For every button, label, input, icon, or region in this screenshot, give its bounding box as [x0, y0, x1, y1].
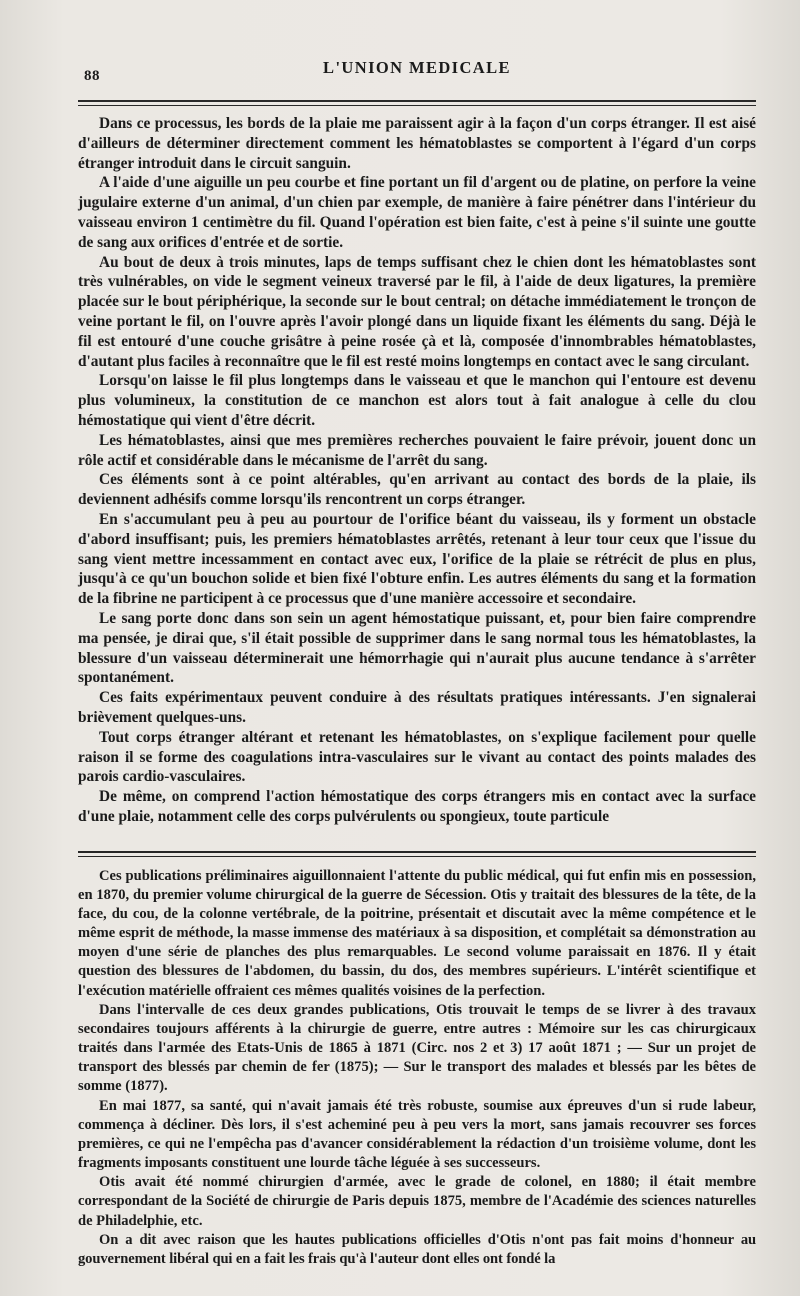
- feuilleton-paragraph: Dans l'intervalle de ces deux grandes publications, Otis trouvait le temps de se livrer à des travaux secondaires toujours afférents à la chirurgie de guerre, entre autres : Mémoire sur les cas chirurgicaux traités dans l'armée des Etats-Unis de 1865 à 1871 (Circ. nos 2 et 3) 17 août 1871 ; — Sur un projet de transport des blessés par chemin de fer (1875); — Sur le transport des malades et blessés par les bêtes de somme (1877).: [78, 1001, 756, 1095]
- separator-line: [78, 851, 756, 853]
- main-paragraph: Les hématoblastes, ainsi que mes premières recherches pouvaient le faire prévoir, jouent donc un rôle actif et considérable dans le mécanisme de l'arrêt du sang.: [78, 431, 756, 469]
- feuilleton-paragraph: Otis avait été nommé chirurgien d'armée, avec le grade de colonel, en 1880; il était membre correspondant de la Société de chirurgie de Paris depuis 1875, membre de l'Académie des sciences naturelles de Philadelphie, etc.: [78, 1174, 756, 1229]
- main-paragraph: De même, on comprend l'action hémostatique des corps étrangers mis en contact avec la surface d'une plaie, notamment celle des corps pulvérulents ou spongieux, toute particule: [78, 788, 756, 825]
- separator-line-thin: [78, 856, 756, 857]
- feuilleton-paragraph: Ces publications préliminaires aiguillonnaient l'attente du public médical, qui fut enfin mis en possession, en 1870, du premier volume chirurgical de la guerre de Sécession. Otis y traitait des blessures de la tête, de la face, du cou, de la colonne vertébrale, de la poitrine, présentait et discutait avec la même compétence et le même esprit de méthode, la masse immense des matériaux à sa disposition, et complétait sa démonstration au moyen d'une série de planches des plus remarquables. Le second volume paraissait en 1876. Il y était question des blessures de l'abdomen, du bassin, du dos, des membres supérieurs. L'intérêt scientifique et l'exécution matérielle offraient ces mêmes qualités voisines de la perfection.: [78, 867, 756, 999]
- main-paragraph: Tout corps étranger altérant et retenant les hématoblastes, on s'explique facilement pour quelle raison il se forme des coagulations intra-vasculaires sur le vivant au contact des points malades des parois cardio-vasculaires.: [78, 728, 756, 786]
- header-rule-thin: [78, 105, 756, 106]
- feuilleton-paragraph: En mai 1877, sa santé, qui n'avait jamais été très robuste, soumise aux épreuves d'un si rude labeur, commença à décliner. Dès lors, il s'est acheminé peu à peu vers la mort, sans jamais recouvrer ses forces premières, ce qui ne l'empêcha pas d'avancer considérablement la rédaction d'un troisième volume, dont les fragments imposants constituent une lourde tâche léguée à ses successeurs.: [78, 1097, 756, 1172]
- main-paragraph: Ces éléments sont à ce point altérables, qu'en arrivant au contact des bords de la plaie, ils deviennent adhésifs comme lorsqu'ils rencontrent un corps étranger.: [78, 471, 756, 509]
- feuilleton-separator: [78, 851, 756, 857]
- main-paragraph: Au bout de deux à trois minutes, laps de temps suffisant chez le chien dont les hématoblastes sont très vulnérables, on vide le segment veineux traversé par le fil, à l'aide de deux ligatures, la première placée sur le bout périphérique, la seconde sur le bout central; on détache immédiatement le tronçon de veine portant le fil, on l'ouvre après l'avoir plongé dans un liquide fixant les éléments du sang. Déjà le fil est entouré d'une couche grisâtre à peine rosée çà et là, composée d'innombrables hématoblastes, d'autant plus faciles à reconnaître que le fil est resté moins longtemps en contact avec le sang circulant.: [78, 253, 756, 370]
- main-article: [78, 114, 756, 827]
- main-paragraph: Le sang porte donc dans son sein un agent hémostatique puissant, et, pour bien faire comprendre ma pensée, je dirai que, s'il était possible de supprimer dans le sang normal tous les hématoblastes, la blessure d'un vaisseau déterminerait une hémorrhagie qui n'aurait plus aucune tendance à s'arrêter spontanément.: [78, 609, 756, 687]
- main-paragraph: Dans ce processus, les bords de la plaie me paraissent agir à la façon d'un corps étranger. Il est aisé d'ailleurs de déterminer directement comment les hématoblastes se comportent à l'égard d'un corps étranger introduit dans le circuit sanguin.: [78, 115, 756, 172]
- main-paragraph: Lorsqu'on laisse le fil plus longtemps dans le vaisseau et que le manchon qui l'entoure est devenu plus volumineux, la constitution de ce manchon est alors tout à fait analogue à celle du clou hémostatique qui vient d'être décrit.: [78, 372, 756, 429]
- page-number: 88: [84, 68, 100, 84]
- main-paragraph: En s'accumulant peu à peu au pourtour de l'orifice béant du vaisseau, ils y forment un obstacle d'abord insuffisant; puis, les premiers hématoblastes arrêtés, retenant à leur tour ceux que l'issue du sang vient mettre incessamment en contact avec eux, l'orifice de la plaie se rétrécit de plus en plus, jusqu'à ce qu'un bouchon solide et bien fixé l'obture enfin. Les autres éléments du sang et la formation de la fibrine ne participent à ce processus que d'une manière accessoire et secondaire.: [78, 510, 756, 608]
- page-header: [78, 0, 756, 88]
- main-paragraph: A l'aide d'une aiguille un peu courbe et fine portant un fil d'argent ou de platine, on perfore la veine jugulaire externe d'un animal, d'un chien par exemple, de manière à faire pénétrer dans l'intérieur du vaisseau environ 1 centimètre du fil. Quand l'opération est bien faite, c'est à peine s'il suinte une goutte de sang aux orifices d'entrée et de sortie.: [78, 174, 756, 251]
- feuilleton-paragraph: On a dit avec raison que les hautes publications officielles d'Otis n'ont pas fait moins d'honneur au gouvernement libéral qui en a fait les frais qu'à l'auteur dont elles ont fondé la: [78, 1231, 756, 1267]
- header-rule: [78, 100, 756, 102]
- main-paragraph: Ces faits expérimentaux peuvent conduire à des résultats pratiques intéressants. J'en signalerai brièvement quelques-uns.: [78, 689, 756, 726]
- feuilleton-article: [78, 867, 756, 1269]
- running-title: L'UNION MEDICALE: [323, 58, 511, 77]
